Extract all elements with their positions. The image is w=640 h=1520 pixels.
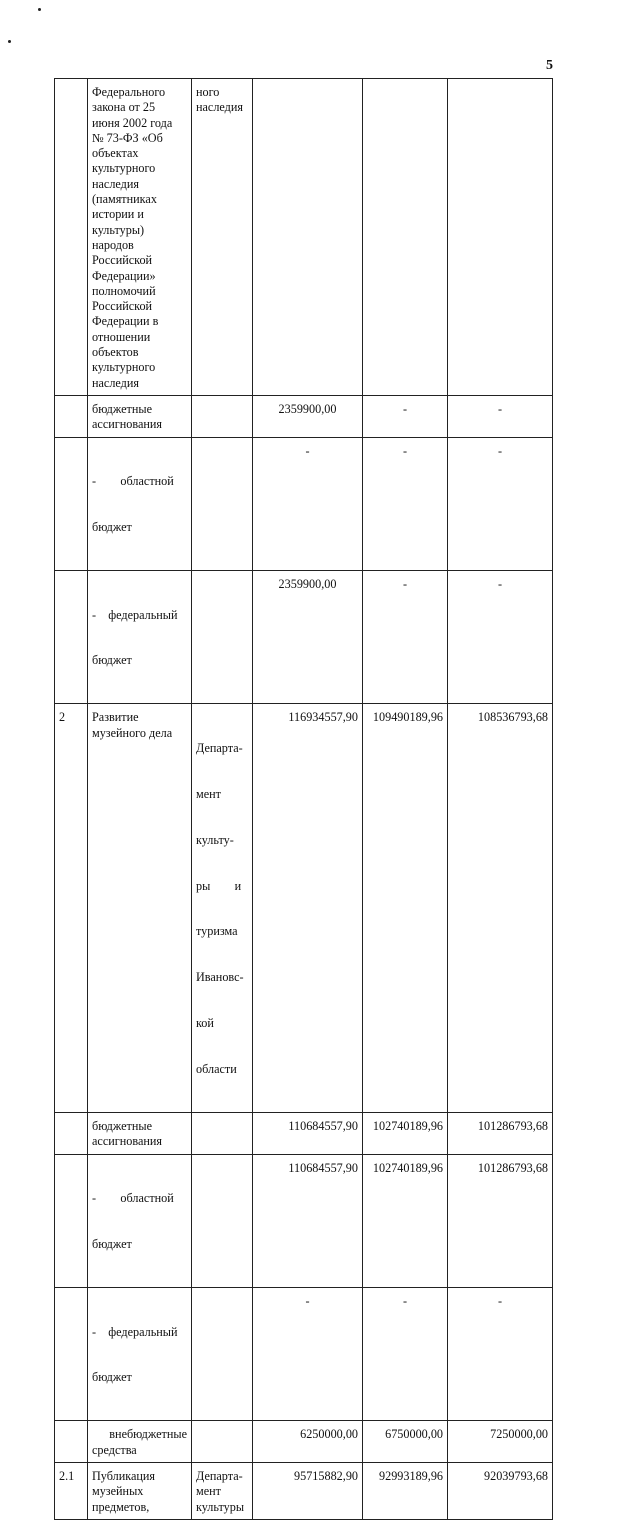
row-number: [55, 1421, 88, 1463]
row-number: 2: [55, 704, 88, 1113]
value-year-1: -: [253, 437, 363, 570]
row-name: Федерального закона от 25 июня 2002 года № 73-ФЗ «Об объектах культурного наследия (памятниках истории и культуры) народов Российской Федерации» полномочий Российской Федерации в отношении объектов культурного наследия: [88, 79, 192, 396]
value-year-3: 92039793,68: [448, 1462, 553, 1519]
row-responsible: Департа- мент культуры: [192, 1462, 253, 1519]
value-year-3: -: [448, 570, 553, 703]
row-name: - областной бюджет: [88, 437, 192, 570]
page-number: 5: [546, 58, 553, 73]
table-row: [55, 395, 553, 437]
value-year-3: 101286793,68: [448, 1154, 553, 1287]
table-row: [55, 1154, 553, 1287]
value-year-1: 110684557,90: [253, 1154, 363, 1287]
table-row: [55, 1113, 553, 1155]
value-year-2: 92993189,96: [363, 1462, 448, 1519]
table-row: [55, 1421, 553, 1463]
row-number: [55, 395, 88, 437]
row-number: [55, 437, 88, 570]
row-responsible: [192, 395, 253, 437]
value-year-2: 102740189,96: [363, 1113, 448, 1155]
value-year-2: -: [363, 1287, 448, 1420]
value-year-1: -: [253, 1287, 363, 1420]
scan-speck: [38, 8, 41, 11]
value-year-2: 102740189,96: [363, 1154, 448, 1287]
row-number: [55, 1154, 88, 1287]
value-year-3: 101286793,68: [448, 1113, 553, 1155]
value-year-3: -: [448, 1287, 553, 1420]
value-year-3: -: [448, 395, 553, 437]
value-year-3: [448, 79, 553, 396]
value-year-1: 2359900,00: [253, 395, 363, 437]
value-year-2: 6750000,00: [363, 1421, 448, 1463]
row-name: бюджетные ассигнования: [88, 1113, 192, 1155]
value-year-1: 2359900,00: [253, 570, 363, 703]
table-row: [55, 704, 553, 1113]
row-responsible: [192, 1113, 253, 1155]
value-year-1: [253, 79, 363, 396]
value-year-1: 6250000,00: [253, 1421, 363, 1463]
value-year-3: -: [448, 437, 553, 570]
value-year-1: 95715882,90: [253, 1462, 363, 1519]
row-responsible: ного наследия: [192, 79, 253, 396]
value-year-3: 108536793,68: [448, 704, 553, 1113]
value-year-2: 109490189,96: [363, 704, 448, 1113]
row-name: внебюджетные средства: [88, 1421, 192, 1463]
row-name: - федеральный бюджет: [88, 1287, 192, 1420]
row-responsible: [192, 1287, 253, 1420]
table-row: [55, 1462, 553, 1519]
table-row: [55, 1287, 553, 1420]
row-responsible: [192, 570, 253, 703]
row-name: Развитие музейного дела: [88, 704, 192, 1113]
value-year-3: 7250000,00: [448, 1421, 553, 1463]
value-year-2: -: [363, 437, 448, 570]
value-year-2: -: [363, 570, 448, 703]
table-row: [55, 437, 553, 570]
value-year-1: 110684557,90: [253, 1113, 363, 1155]
program-funding-table: [54, 78, 553, 1520]
value-year-2: -: [363, 395, 448, 437]
row-number: [55, 570, 88, 703]
row-responsible: Департа- мент культу- ры и туризма Ивановс- кой области: [192, 704, 253, 1113]
row-responsible: [192, 1154, 253, 1287]
scan-speck: [8, 40, 11, 43]
row-name: - федеральный бюджет: [88, 570, 192, 703]
value-year-1: 116934557,90: [253, 704, 363, 1113]
row-responsible: [192, 1421, 253, 1463]
row-name: Публикация музейных предметов,: [88, 1462, 192, 1519]
row-name: бюджетные ассигнования: [88, 395, 192, 437]
row-number: [55, 1287, 88, 1420]
row-responsible: [192, 437, 253, 570]
table-row: [55, 570, 553, 703]
value-year-2: [363, 79, 448, 396]
row-number: 2.1: [55, 1462, 88, 1519]
table-row: [55, 79, 553, 396]
row-name: - областной бюджет: [88, 1154, 192, 1287]
row-number: [55, 1113, 88, 1155]
row-number: [55, 79, 88, 396]
